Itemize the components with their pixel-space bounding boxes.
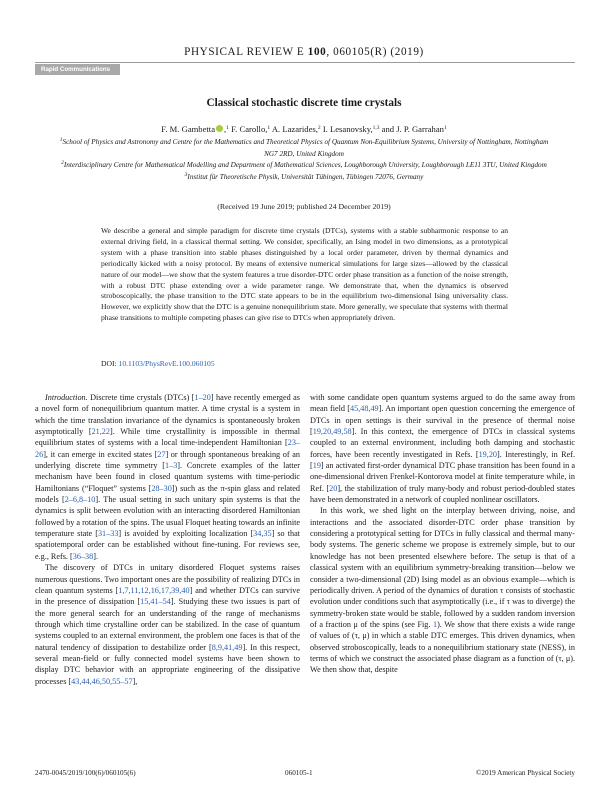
doi-line xyxy=(101,359,215,368)
author-3: A. Lazarides, xyxy=(271,124,318,134)
received-date: (Received 19 June 2019; published 24 December 2019) xyxy=(217,202,391,211)
header-rule xyxy=(35,62,575,63)
affiliation-1: $^1$School of Physics and Astronomy and Centre for the Mathematics and Theoretical Physics of Quantum Non-Equilibrium Systems, University of Nottingham, Nottingham NG7 2RD, United Kingdom xyxy=(59,137,549,158)
journal-name: PHYSICAL REVIEW E xyxy=(184,46,305,58)
orcid-icon[interactable] xyxy=(216,125,223,132)
footer-issn: 2470-0045/2019/100(6)/060105(6) xyxy=(35,769,136,777)
affiliations xyxy=(55,137,553,183)
abstract: We describe a general and simple paradigm for discrete time crystals (DTCs), systems with a stable subharmonic response to an external driving field, in a classical thermal setting. We consider, specifically, an Ising model in two dimensions, as a prototypical system with a phase transition into stable phases distinguished by a local order parameter, driven by thermal dynamics and periodically kicked with a noisy protocol. By means of extensive numerical simulations for large sizes—allowed by the classical nature of our model—we show that the system features a true disorder-DTC order phase transition as a function of the noise strength, with a robust DTC phase extending over a wide parameter range. We demonstrate that, when the dynamics is observed stroboscopically, the phase transition to the DTC state appears to be in the equilibrium two-dimensional Ising universality class. However, we explicitly show that the DTC is a genuine nonequilibrium state. More generally, we speculate that systems with thermal phase transitions to multiple competing phases can give rise to DTCs when appropriately driven. xyxy=(101,226,508,323)
doi-label: DOI: xyxy=(101,359,117,368)
paragraph: with some candidate open quantum systems argued to do the same away from mean field [45,48,49]. An important open question concerning the emergence of DTCs in open settings is their survival in the presence of thermal noise [19,20,49,58]. In this context, the emergence of DTCs in classical systems coupled to an external environment, including both damping and stochastic forces, have been recently investigated in Refs. [19,20]. Interestingly, in Ref. [19] an activated first-order dynamical DTC phase transition has been found in a one-dimensional driven Frenkel-Kontorova model at finite temperature while, in Ref. [20], the stabilization of truly many-body and robust period-doubled states have been demonstrated in a network of coupled nonlinear oscillators. xyxy=(310,393,575,505)
journal-volume: 100 xyxy=(307,46,327,58)
affiliation-2: $^2$Interdisciplinary Centre for Mathematical Modelling and Department of Mathematical Sciences, Loughborough University, Loughborough LE11 3TU, United Kingdom xyxy=(61,160,547,170)
body-column-right xyxy=(310,392,575,676)
affiliation-3: $^3$Institut für Theoretische Physik, Universität Tübingen, Tübingen 72076, Germany xyxy=(184,171,424,181)
journal-header: PHYSICAL REVIEW E 100, 060105(R) (2019) xyxy=(184,46,424,58)
author-5: and J. P. Garrahan xyxy=(381,124,444,134)
paragraph: Introduction. Discrete time crystals (DTCs) [1–20] have recently emerged as a novel form of nonequilibrium quantum matter. A time crystal is a system in which the time translation invariance of the dynamics is spontaneously broken asymptotically [21,22]. While time crystallinity is impossible in thermal equilibrium states of systems with a local time-independent Hamiltonian [23–26], it can emerge in excited states [27] or through spontaneous breaking of an underlying discrete time symmetry [1–3]. Concrete examples of the latter mechanism have been found in closed quantum systems with time-periodic Hamiltonians (“Floquet” systems [28–30]) such as the π-spin glass and related models [2–6,8–10]. The usual setting in such unitary spin systems is that the dynamics is split between evolution with an interacting disordered Hamiltonian followed by a rotation of the spins. The usual Floquet heating towards an infinite temperature state [31–33] is avoided by exploiting localization [34,35] so that spatiotemporal order can be established without fine-tuning. For reviews see, e.g., Refs. [36–38]. xyxy=(35,393,300,561)
footer-copyright: ©2019 American Physical Society xyxy=(475,769,575,777)
section-tag: Rapid Communications xyxy=(35,64,120,75)
author-1: F. M. Gambetta xyxy=(161,124,216,134)
footer-page: 060105-1 xyxy=(285,769,313,777)
author-4: I. Lesanovsky, xyxy=(322,124,373,134)
body-column-left xyxy=(35,392,300,687)
doi-link[interactable]: 10.1103/PhysRevE.100.060105 xyxy=(118,359,215,368)
paragraph: In this work, we shed light on the interplay between driving, noise, and interactions and the associated disorder-DTC order phase transition by considering a prototypical setting for DTCs in fully classical and thermal many-body systems. The generic scheme we propose is extremely simple, but to our knowledge has not been presented elsewhere before. The setup is that of a classical system with an equilibrium symmetry-breaking transition—below we consider a two-dimensional (2D) Ising model as an obvious example—which is periodically driven. A period of the dynamics of duration τ consists of stochastic evolution under conditions such that asymptotically (i.e., if τ was to diverge) the symmetry-broken state would be stable, followed by a sudden random inversion of a fraction μ of the spins (see Fig. 1). We show that there exists a wide range of values of (τ, μ) in which a stable DTC emerges. This driven dynamics, when observed stroboscopically, leads to a nonequilibrium stationary state (NESS), in terms of which we construct the associated phase diagram as a function of (τ, μ). We then show that, despite xyxy=(310,506,576,675)
author-2: F. Carollo, xyxy=(231,124,268,134)
article-number: 060105(R) (2019) xyxy=(333,46,424,58)
paper-title: Classical stochastic discrete time crystals xyxy=(206,97,402,109)
author-list: F. M. Gambetta ,$^1$ F. Carollo,$^1$ A. Lazarides,$^2$ I. Lesanovsky,$^{1,3}$ and J. P. Garrahan$^1$ xyxy=(161,124,447,134)
paragraph: The discovery of DTCs in unitary disordered Floquet systems raises numerous questions. Two important ones are the possibility of realizing DTCs in clean quantum systems [1,7,11,12,16,17,39,40] and whether DTCs can survive in the presence of dissipation [15,41–54]. Studying these two issues is part of the more general search for an understanding of the range of mechanisms through which time crystalline order can be stabilized. In the case of quantum systems coupled to an external environment, the problem one faces is that of the natural tendency of dissipation to destabilize order [8,9,41,49]. In this respect, several mean-field or fully connected model systems have been shown to display DTC behavior with an appropriate engineering of the dissipative processes [43,44,46,50,55–57], xyxy=(35,563,300,686)
